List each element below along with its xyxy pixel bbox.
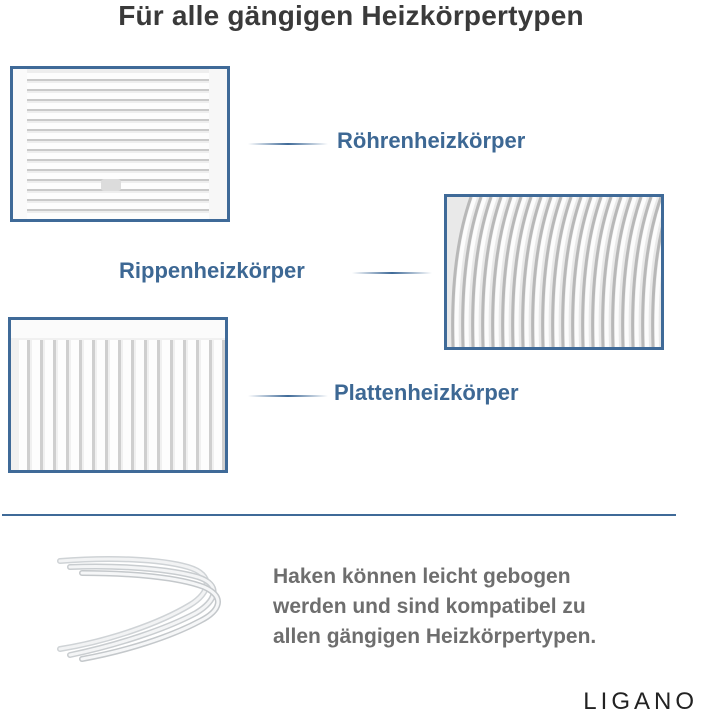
connector-line	[352, 272, 432, 274]
brand-logo: LIGANO	[583, 688, 698, 715]
label-tube-radiator: Röhrenheizkörper	[337, 128, 526, 153]
description-line: Haken können leicht gebogen	[273, 565, 571, 588]
description-line: werden und sind kompatibel zu	[273, 595, 586, 618]
panel-radiator-photo	[8, 317, 228, 473]
description-line: allen gängigen Heizkörpertypen.	[273, 625, 597, 648]
label-panel-radiator: Plattenheizkörper	[334, 380, 519, 405]
connector-line	[248, 395, 328, 397]
label-ribbed-radiator: Rippenheizkörper	[119, 258, 305, 283]
connector-line	[248, 143, 328, 145]
hooks-photo	[30, 545, 230, 665]
hooks-description	[273, 562, 693, 652]
ribbed-radiator-photo	[444, 194, 664, 350]
tube-radiator-photo	[10, 66, 230, 222]
page-title: Für alle gängigen Heizkörpertypen	[118, 0, 584, 31]
section-divider	[2, 514, 676, 516]
